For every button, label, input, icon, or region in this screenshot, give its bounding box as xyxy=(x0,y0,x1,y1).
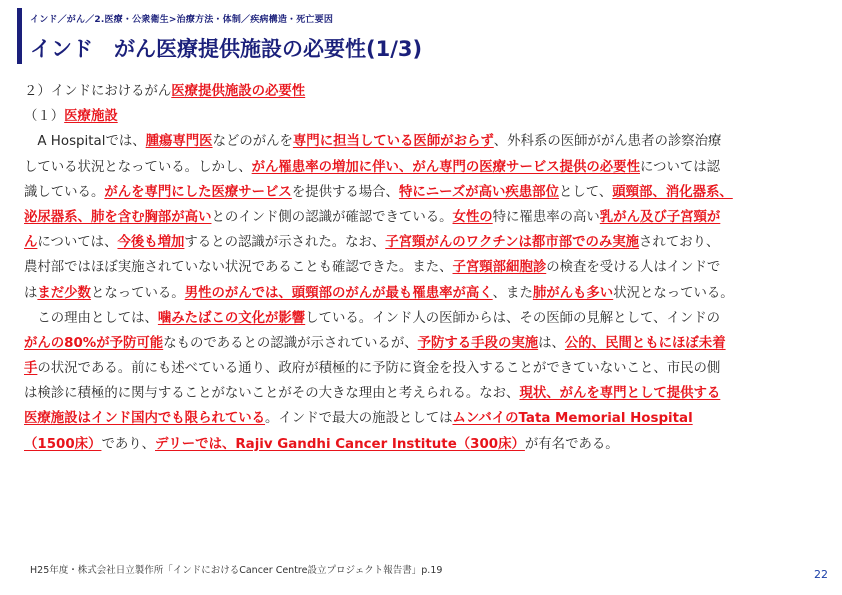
text-run: などのがんを xyxy=(212,134,293,150)
highlight-run: 男性のがんでは、頭頸部のがんが最も罹患率が高く xyxy=(184,285,493,301)
body-text xyxy=(24,79,824,457)
text-line xyxy=(24,356,824,381)
text-run: は xyxy=(24,285,38,301)
highlight-run: ムンバイのTata Memorial Hospital xyxy=(452,411,693,427)
text-run: 特に罹患率の高い xyxy=(492,209,600,225)
highlight-run: 予防する手段の実施 xyxy=(417,335,539,351)
highlight-run: （1500床） xyxy=(24,436,102,452)
text-line xyxy=(24,281,824,306)
highlight-run: 女性の xyxy=(452,209,493,225)
text-run: は検診に積極的に関与することがないことがその大きな理由と考えられる。なお、 xyxy=(24,386,520,402)
text-line xyxy=(24,406,824,431)
text-run: 。インドで最大の施設としては xyxy=(265,411,453,427)
highlight-run: ん xyxy=(24,235,38,251)
highlight-run: 医療施設 xyxy=(64,109,118,125)
text-run: されており、 xyxy=(639,235,720,251)
highlight-run: 今後も増加 xyxy=(117,235,185,251)
text-run: の状況である。前にも述べている通り、政府が積極的に予防に資金を投入することができていないこと、市民の側 xyxy=(37,361,721,377)
text-run: 状況となっている。 xyxy=(613,285,734,301)
text-run: ２）インドにおけるがん xyxy=(24,84,172,99)
highlight-run: 子宮頸部細胞診 xyxy=(452,260,547,276)
text-run: については、 xyxy=(37,235,118,251)
text-line xyxy=(24,255,824,280)
highlight-run: 現状、がんを専門として提供する xyxy=(519,386,721,402)
highlight-run: 特にニーズが高い疾患部位 xyxy=(398,184,559,200)
text-line xyxy=(24,306,824,331)
highlight-run: がんの80%が予防可能 xyxy=(24,335,164,351)
highlight-run: 医療提供施設の必要性 xyxy=(171,84,306,99)
text-line xyxy=(24,381,824,406)
page-number: 22 xyxy=(814,568,828,581)
highlight-run: 手 xyxy=(24,361,38,377)
highlight-run: 公的、民間ともにほぼ未着 xyxy=(564,335,726,351)
text-run: している状況となっている。しかし、 xyxy=(24,159,252,175)
text-run: この理由としては、 xyxy=(24,310,158,326)
text-run: として、 xyxy=(558,184,613,200)
text-run: なものであるとの認識が示されているが、 xyxy=(163,335,418,351)
highlight-run: デリーでは、Rajiv Gandhi Cancer Institute（300床） xyxy=(155,436,525,452)
text-run: している。インド人の医師からは、その医師の見解として、インドの xyxy=(305,310,721,326)
text-line xyxy=(24,155,824,180)
text-line xyxy=(24,432,824,457)
text-run: 識している。 xyxy=(24,184,105,200)
text-run: については認 xyxy=(639,159,721,175)
highlight-run: 専門に担当している医師がおらず xyxy=(292,134,494,150)
text-line xyxy=(24,205,824,230)
breadcrumb: インド／がん／2.医療・公衆衛生>治療方法・体制／疾病構造・死亡要因 xyxy=(30,15,334,25)
text-run: 、また xyxy=(492,285,533,301)
text-run: の検査を受ける人はインドで xyxy=(546,260,721,276)
text-line xyxy=(24,331,824,356)
highlight-run: まだ少数 xyxy=(37,285,91,301)
title-accent-bar xyxy=(17,8,22,64)
text-line xyxy=(24,230,824,255)
highlight-run: がんを専門にした医療サービス xyxy=(104,184,292,200)
text-run: は、 xyxy=(538,335,565,351)
text-run: が有名である。 xyxy=(524,436,619,452)
highlight-run: 頭頸部、消化器系、 xyxy=(612,184,733,200)
text-run: 、外科系の医師ががん患者の診察治療 xyxy=(493,134,722,150)
text-run: A Hospitalでは、 xyxy=(24,134,146,150)
highlight-run: 医療施設はインド国内でも限られている xyxy=(24,411,266,427)
source-citation: H25年度・株式会社日立製作所「インドにおけるCancer Centre設立プロジェクト報告書」p.19 xyxy=(30,565,443,576)
text-run: 農村部ではほぼ実施されていない状況であることも確認できた。また、 xyxy=(24,260,453,276)
highlight-run: 肺がんも多い xyxy=(532,285,614,301)
page-title: インド がん医療提供施設の必要性(1/3) xyxy=(30,37,423,61)
text-line xyxy=(24,129,824,154)
highlight-run: 泌尿器系、肺を含む胸部が高い xyxy=(24,209,212,225)
text-run: （１） xyxy=(24,109,65,125)
text-run: を提供する場合、 xyxy=(291,184,399,200)
highlight-run: 腫瘍専門医 xyxy=(145,134,213,150)
text-line xyxy=(24,79,824,104)
highlight-run: 乳がん及び子宮頸が xyxy=(599,209,721,225)
text-run: であり、 xyxy=(101,436,156,452)
text-run: するとの認識が示された。なお、 xyxy=(184,235,386,251)
highlight-run: がん罹患率の増加に伴い、がん専門の医療サービス提供の必要性 xyxy=(251,159,640,175)
highlight-run: 子宮頸がんのワクチンは都市部でのみ実施 xyxy=(385,235,640,251)
text-run: となっている。 xyxy=(90,285,185,301)
highlight-run: 噛みたばこの文化が影響 xyxy=(157,310,306,326)
text-line xyxy=(24,180,824,205)
text-run: とのインド側の認識が確認できている。 xyxy=(211,209,453,225)
text-line xyxy=(24,104,824,129)
